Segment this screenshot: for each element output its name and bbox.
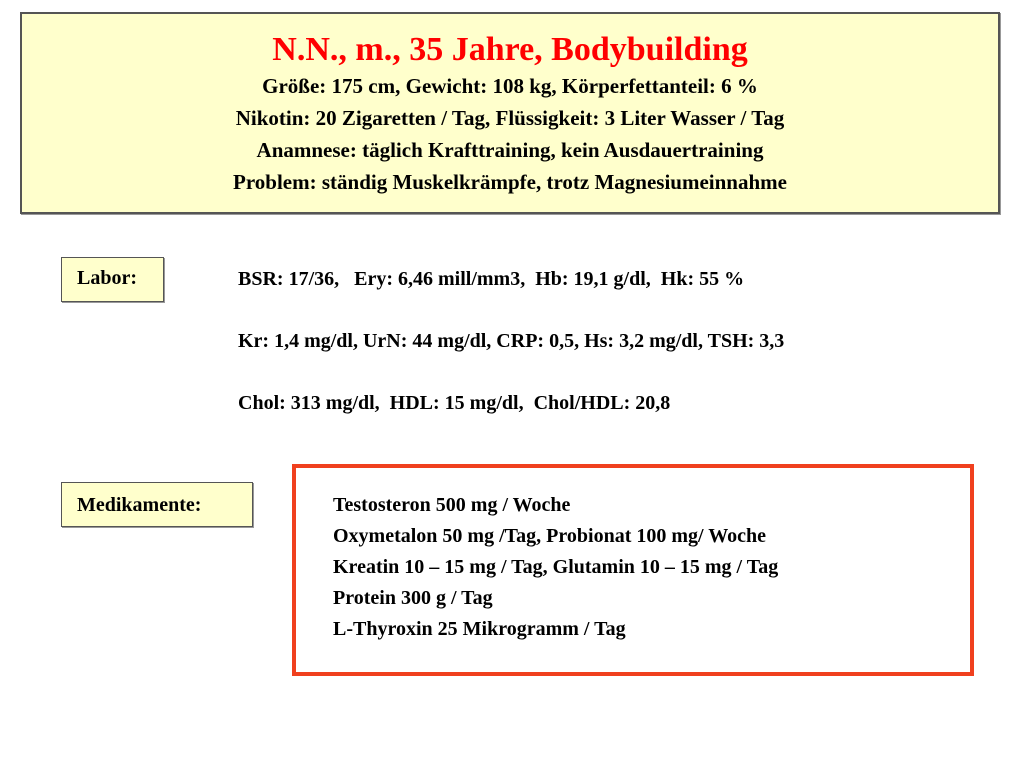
medication-list [333,490,778,645]
patient-summary-box [20,12,1000,214]
medication-item: Oxymetalon 50 mg /Tag, Probionat 100 mg/ Woche [333,525,766,547]
medikamente-label: Medikamente: [61,482,253,527]
medication-item: Testosteron 500 mg / Woche [333,494,571,516]
patient-problem: Problem: ständig Muskelkrämpfe, trotz Magnesiumeinnahme [233,170,787,194]
patient-size-weight: Größe: 175 cm, Gewicht: 108 kg, Körperfettanteil: 6 % [262,74,758,98]
medication-item: Protein 300 g / Tag [333,587,493,609]
patient-title: N.N., m., 35 Jahre, Bodybuilding [272,31,748,68]
patient-nicotine-fluids: Nikotin: 20 Zigaretten / Tag, Flüssigkeit: 3 Liter Wasser / Tag [235,106,785,130]
lab-values-cholesterol: Chol: 313 mg/dl, HDL: 15 mg/dl, Chol/HDL: 20,8 [238,392,671,414]
medication-item: Kreatin 10 – 15 mg / Tag, Glutamin 10 – 15 mg / Tag [333,556,779,578]
medication-item: L-Thyroxin 25 Mikrogramm / Tag [333,618,626,640]
lab-values-blood: BSR: 17/36, Ery: 6,46 mill/mm3, Hb: 19,1 g/dl, Hk: 55 % [238,268,745,290]
lab-values-kidney: Kr: 1,4 mg/dl, UrN: 44 mg/dl, CRP: 0,5, Hs: 3,2 mg/dl, TSH: 3,3 [238,330,785,352]
labor-label: Labor: [61,257,164,302]
patient-anamnesis: Anamnese: täglich Krafttraining, kein Ausdauertraining [256,138,764,162]
